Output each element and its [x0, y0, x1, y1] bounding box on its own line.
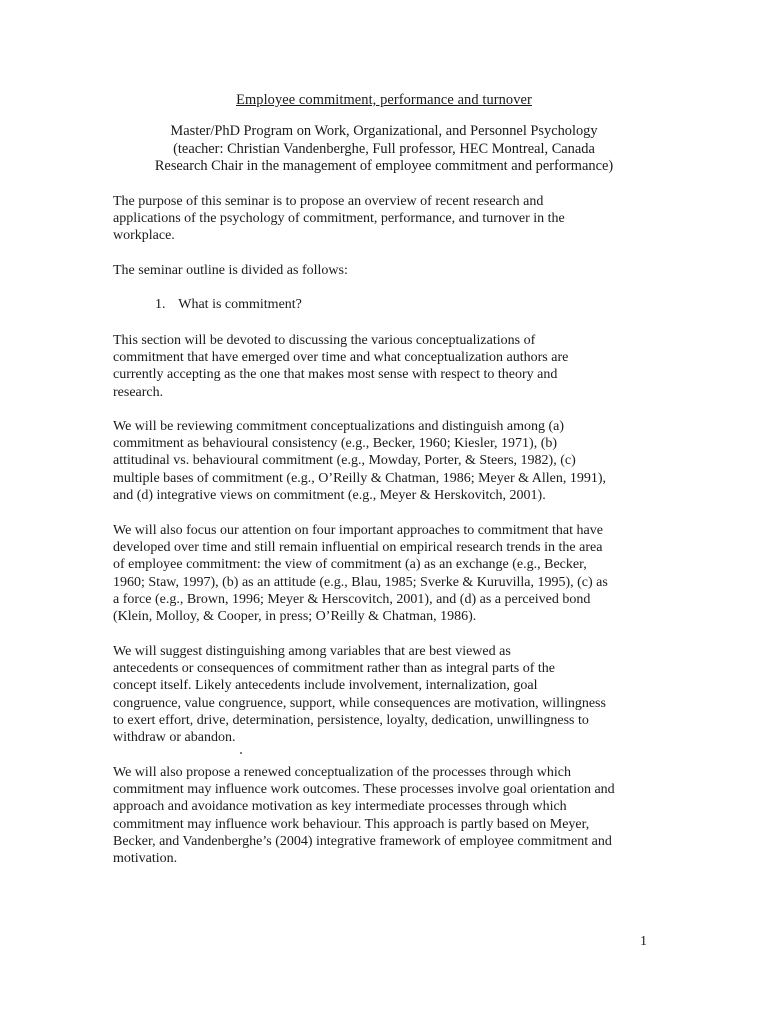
text-line: multiple bases of commitment (e.g., O’Reilly & Chatman, 1986; Meyer & Allen, 1991),	[113, 470, 607, 486]
paragraph-antecedents	[113, 643, 658, 746]
text-line: commitment may influence work behaviour. This approach is partly based on Meyer,	[113, 816, 590, 832]
text-line: We will also propose a renewed conceptualization of the processes through which	[113, 765, 572, 780]
text-line: and (d) integrative views on commitment (e.g., Meyer & Herskovitch, 2001).	[113, 487, 546, 503]
text-line: workplace.	[113, 228, 175, 244]
paragraph-processes	[113, 764, 658, 867]
text-line: motivation.	[113, 851, 178, 867]
text-line: research.	[113, 384, 164, 400]
text-line: concept itself. Likely antecedents include involvement, internalization, goal	[113, 678, 538, 694]
paragraph-approaches	[113, 522, 658, 625]
paragraph-section-intro	[113, 332, 658, 401]
text-line: This section will be devoted to discussing the various conceptualizations of	[113, 333, 536, 348]
text-line: a force (e.g., Brown, 1996; Meyer & Herscovitch, 2001), and (d) as a perceived bond	[113, 591, 591, 607]
text-line: developed over time and still remain influential on empirical research trends in the area	[113, 540, 603, 556]
text-line: of employee commitment: the view of commitment (a) as an exchange (e.g., Becker,	[113, 557, 587, 573]
text-line: Becker, and Vandenberghe’s (2004) integrative framework of employee commitment and	[113, 833, 612, 849]
text-line: 1960; Staw, 1997), (b) as an attitude (e.g., Blau, 1985; Sverke & Kuruvilla, 1995), (c) as	[113, 574, 608, 590]
text-line: We will be reviewing commitment conceptualizations and distinguish among (a)	[113, 419, 565, 434]
outline-item	[155, 297, 302, 313]
text-line: commitment as behavioural consistency (e.g., Becker, 1960; Kiesler, 1971), (b)	[113, 436, 558, 452]
text-line: to exert effort, drive, determination, persistence, loyalty, dedication, unwillingness to	[113, 712, 589, 728]
text-line: commitment may influence work outcomes. These processes involve goal orientation and	[113, 782, 615, 798]
text-line: withdraw or abandon.	[113, 730, 236, 746]
outline-item-number: 1.	[155, 297, 166, 312]
document-title: Employee commitment, performance and turnover	[236, 92, 532, 108]
stray-mark	[240, 752, 242, 754]
text-line: congruence, value congruence, support, while consequences are motivation, willingness	[113, 695, 606, 711]
text-line: applications of the psychology of commitment, performance, and turnover in the	[113, 211, 565, 227]
text-line: The purpose of this seminar is to propose an overview of recent research and	[113, 194, 544, 209]
text-line: currently accepting as the one that makes most sense with respect to theory and	[113, 367, 558, 383]
page-number: 1	[640, 934, 647, 949]
text-line: antecedents or consequences of commitment rather than as integral parts of the	[113, 661, 555, 677]
text-line: commitment that have emerged over time and what conceptualization authors are	[113, 350, 569, 366]
program-line: Research Chair in the management of employee commitment and performance)	[154, 158, 614, 174]
program-line: (teacher: Christian Vandenberghe, Full professor, HEC Montreal, Canada	[173, 140, 595, 157]
program-info	[100, 123, 668, 176]
purpose-paragraph	[113, 193, 658, 245]
outline-intro	[113, 262, 658, 279]
text-line: attitudinal vs. behavioural commitment (e.g., Mowday, Porter, & Steers, 1982), (c)	[113, 453, 576, 469]
program-line: Master/PhD Program on Work, Organizational, and Personnel Psychology	[170, 123, 598, 139]
text-line: (Klein, Molloy, & Cooper, in press; O’Reilly & Chatman, 1986).	[113, 609, 477, 625]
text-line: We will suggest distinguishing among variables that are best viewed as	[113, 644, 511, 659]
text-line: We will also focus our attention on four important approaches to commitment that have	[113, 523, 603, 538]
text-line: approach and avoidance motivation as key intermediate processes through which	[113, 799, 567, 815]
paragraph-conceptualizations	[113, 418, 658, 504]
text-line: The seminar outline is divided as follows:	[113, 263, 348, 278]
outline-item-label: What is commitment?	[178, 297, 302, 312]
